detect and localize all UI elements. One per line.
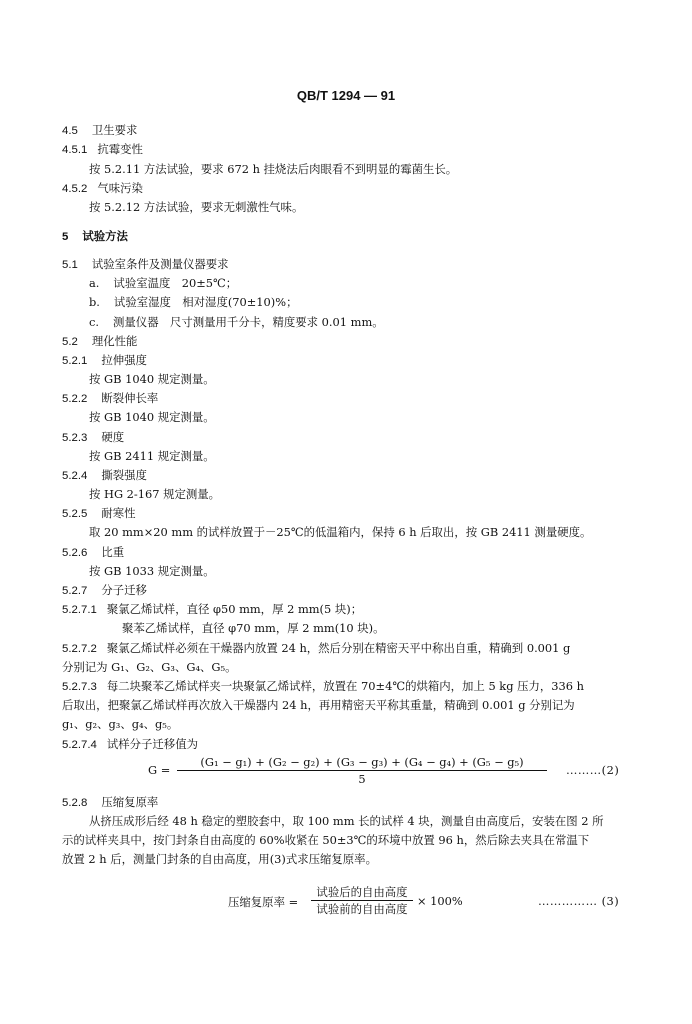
section-title: 撕裂强度	[101, 468, 147, 482]
section-title: 气味污染	[97, 181, 143, 195]
paragraph: 按 GB 2411 规定测量。	[89, 449, 215, 463]
eq2-label: ………(2)	[566, 763, 620, 777]
section-5-2-7-2	[62, 641, 570, 656]
paragraph: 从挤压成形后经 48 h 稳定的塑胶套中，取 100 mm 长的试样 4 块，测量自由高度后，安装在图 2 所	[89, 814, 604, 828]
paragraph: 按 GB 1040 规定测量。	[89, 372, 215, 386]
section-title: 试验方法	[82, 229, 128, 243]
section-number: 5.2.7.2	[62, 643, 97, 655]
eq2-denominator: 5	[358, 772, 366, 786]
paragraph: 按 5.2.11 方法试验，要求 672 h 挂烧法后肉眼看不到明显的霉菌生长。	[89, 162, 458, 176]
section-title: 卫生要求	[91, 123, 138, 137]
section-title: 抗霉变性	[97, 142, 143, 156]
section-number: 5.2.7	[62, 585, 88, 597]
section-5-2-2	[62, 391, 158, 406]
fraction-bar	[311, 900, 413, 901]
section-number: 5.2.7.1	[62, 604, 97, 616]
paragraph: 后取出，把聚氯乙烯试样再次放入干燥器内 24 h，再用精密天平称其重量，精确到 0.001 g 分别记为	[62, 698, 575, 712]
section-number: 5.2.4	[62, 470, 88, 482]
section-5	[62, 229, 128, 244]
section-number: 4.5	[62, 125, 78, 137]
section-5-2-6	[62, 545, 124, 560]
eq3-factor: × 100%	[417, 894, 463, 908]
section-4-5-1	[62, 142, 143, 157]
eq3-fraction	[311, 885, 413, 916]
paragraph: 放置 2 h 后，测量门封条的自由高度，用(3)式求压缩复原率。	[62, 852, 377, 866]
eq2-numerator: (G₁ − g₁) + (G₂ − g₂) + (G₃ − g₃) + (G₄ − g₄) + (G₅ − g₅)	[200, 755, 524, 769]
list-item-b	[89, 295, 297, 309]
section-5-1	[62, 257, 229, 272]
eq3-label: …………… (3)	[538, 894, 620, 908]
paragraph: 按 GB 1033 规定测量。	[89, 564, 215, 578]
section-title: 拉伸强度	[101, 353, 147, 367]
section-number: 5.2.1	[62, 355, 88, 367]
section-title: 断裂伸长率	[101, 391, 159, 405]
list-item-a	[89, 276, 237, 290]
section-5-2-4	[62, 468, 147, 483]
paragraph: 示的试样夹具中，按门封条自由高度的 60%收紧在 50±3℃的环境中放置 96 h，然后除去夹具在常温下	[62, 833, 590, 847]
section-5-2	[62, 334, 137, 349]
paragraph: 取 20 mm×20 mm 的试样放置于－25℃的低温箱内，保持 6 h 后取出，按 GB 2411 测量硬度。	[89, 525, 592, 539]
section-5-2-7-4	[62, 737, 198, 752]
section-5-2-7-1	[62, 602, 362, 617]
paragraph: 按 GB 1040 规定测量。	[89, 410, 215, 424]
page-header: QB/T 1294 — 91	[296, 88, 396, 103]
section-5-2-1	[62, 353, 147, 368]
section-text: 每二块聚苯乙烯试样夹一块聚氯乙烯试样，放置在 70±4℃的烘箱内，加上 5 kg 压力，336 h	[106, 679, 584, 693]
paragraph: 聚苯乙烯试样，直径 φ70 mm，厚 2 mm(10 块)。	[122, 621, 385, 635]
section-5-2-7	[62, 583, 147, 598]
list-text: 试验室温度 20±5℃；	[113, 276, 238, 290]
list-marker: b.	[89, 295, 100, 309]
section-title: 比重	[101, 545, 125, 559]
section-4-5	[62, 123, 137, 138]
paragraph: 按 HG 2-167 规定测量。	[89, 487, 221, 501]
section-title: 硬度	[101, 430, 125, 444]
eq3-numerator: 试验后的自由高度	[316, 885, 408, 899]
section-number: 5.2.5	[62, 508, 88, 520]
section-number: 5.2.6	[62, 547, 88, 559]
fraction-bar	[177, 770, 547, 771]
section-text: 聚氯乙烯试样，直径 φ50 mm，厚 2 mm(5 块)；	[106, 602, 363, 616]
paragraph: 分别记为 G₁、G₂、G₃、G₄、G₅。	[62, 660, 237, 674]
section-number: 5	[62, 231, 69, 243]
section-5-2-3	[62, 430, 124, 445]
section-number: 5.2.3	[62, 432, 88, 444]
eq2-lhs: G =	[148, 763, 171, 777]
section-number: 4.5.1	[62, 144, 88, 156]
list-item-c	[89, 315, 384, 329]
section-title: 分子迁移	[101, 583, 147, 597]
section-title: 耐寒性	[101, 506, 136, 520]
eq3-lhs: 压缩复原率 =	[228, 895, 299, 909]
section-title: 试验室条件及测量仪器要求	[91, 257, 229, 271]
section-4-5-2	[62, 181, 143, 196]
list-marker: a.	[89, 276, 100, 290]
section-title: 试样分子迁移值为	[106, 737, 198, 751]
section-number: 5.2.2	[62, 393, 88, 405]
list-marker: c.	[89, 315, 100, 329]
section-number: 5.1	[62, 259, 78, 271]
section-5-2-5	[62, 506, 136, 521]
section-number: 4.5.2	[62, 183, 88, 195]
section-number: 5.2	[62, 336, 78, 348]
section-5-2-7-3	[62, 679, 584, 694]
eq3-denominator: 试验前的自由高度	[316, 902, 408, 916]
section-title: 压缩复原率	[101, 795, 159, 809]
section-text: 聚氯乙烯试样必须在干燥器内放置 24 h，然后分别在精密天平中称出自重，精确到 0.001 g	[106, 641, 571, 655]
eq2-fraction	[177, 755, 547, 786]
paragraph: g₁、g₂、g₃、g₄、g₅。	[62, 717, 179, 731]
section-5-2-8	[62, 795, 158, 810]
section-number: 5.2.7.3	[62, 681, 97, 693]
list-text: 测量仪器 尺寸测量用千分卡，精度要求 0.01 mm。	[113, 315, 384, 329]
section-title: 理化性能	[91, 334, 138, 348]
section-number: 5.2.8	[62, 797, 88, 809]
paragraph: 按 5.2.12 方法试验，要求无刺激性气味。	[89, 200, 304, 214]
list-text: 试验室湿度 相对湿度(70±10)%；	[113, 295, 298, 309]
section-number: 5.2.7.4	[62, 739, 97, 751]
